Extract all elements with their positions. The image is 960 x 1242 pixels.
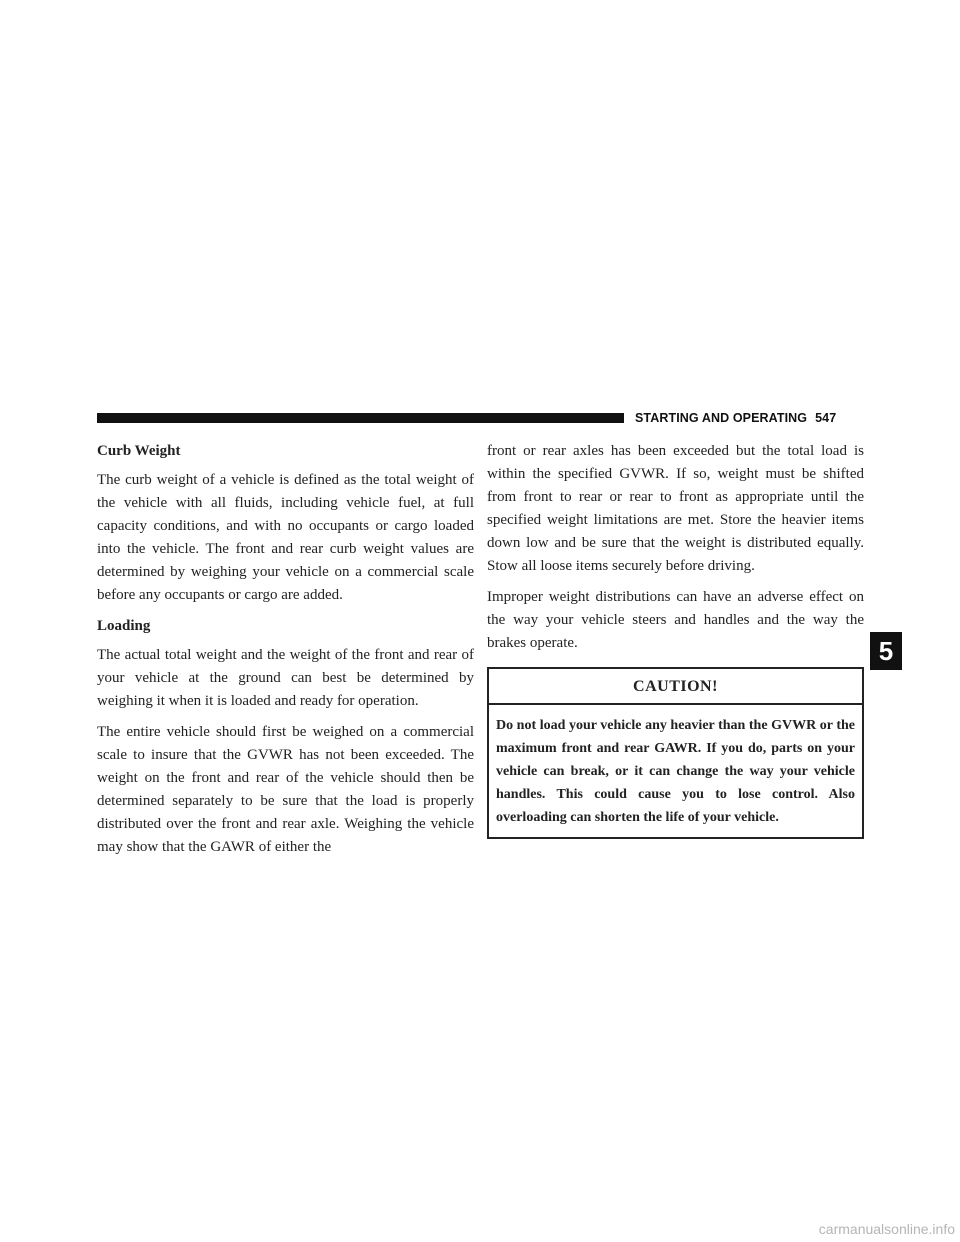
caution-box — [487, 667, 864, 839]
loading-paragraph-1: The actual total weight and the weight of the front and rear of your vehicle at the ground can best be determined by weighing it when it is loaded and ready for operation. — [97, 647, 474, 709]
chapter-tab: 5 — [870, 632, 902, 670]
loading-paragraph-2: The entire vehicle should first be weighed on a commercial scale to insure that the GVWR has not been exceeded. The weight on the front and rear of the vehicle should then be determined separately to be sure that the load is properly distributed over the front and rear axle. Weighing the vehicle may show that the GAWR of either the — [97, 724, 474, 855]
right-column — [487, 440, 864, 839]
distribution-paragraph: Improper weight distributions can have an adverse effect on the way your vehicle steers and handles and the way the brakes operate. — [487, 589, 864, 651]
running-header — [635, 409, 865, 427]
left-column — [97, 440, 474, 867]
caution-title: CAUTION! — [489, 669, 862, 705]
curb-weight-paragraph: The curb weight of a vehicle is defined as the total weight of the vehicle with all fluids, including vehicle fuel, at full capacity conditions, and with no occupants or cargo loaded into the vehicle. The front and rear curb weight values are determined by weighing your vehicle on a commercial scale before any occupants or cargo are added. — [97, 472, 474, 603]
header-rule-bar — [97, 413, 624, 423]
caution-text: Do not load your vehicle any heavier than the GVWR or the maximum front and rear GAWR. If you do, parts on your vehicle can break, or it can change the way your vehicle handles. This could cause you to lose control. Also overloading can shorten the life of your vehicle. — [496, 718, 855, 825]
page-number: 547 — [815, 411, 837, 425]
watermark-text: carmanualsonline.info — [818, 1221, 955, 1237]
continued-paragraph: front or rear axles has been exceeded but the total load is within the specified GVWR. If so, weight must be shifted from front to rear or rear to front as appropriate until the specified weight limitations are met. Store the heavier items down low and be sure that the weight is distributed equally. Stow all loose items securely before driving. — [487, 443, 864, 574]
section-title: STARTING AND OPERATING — [635, 411, 808, 425]
curb-weight-heading: Curb Weight — [97, 443, 181, 459]
loading-heading: Loading — [97, 618, 151, 634]
